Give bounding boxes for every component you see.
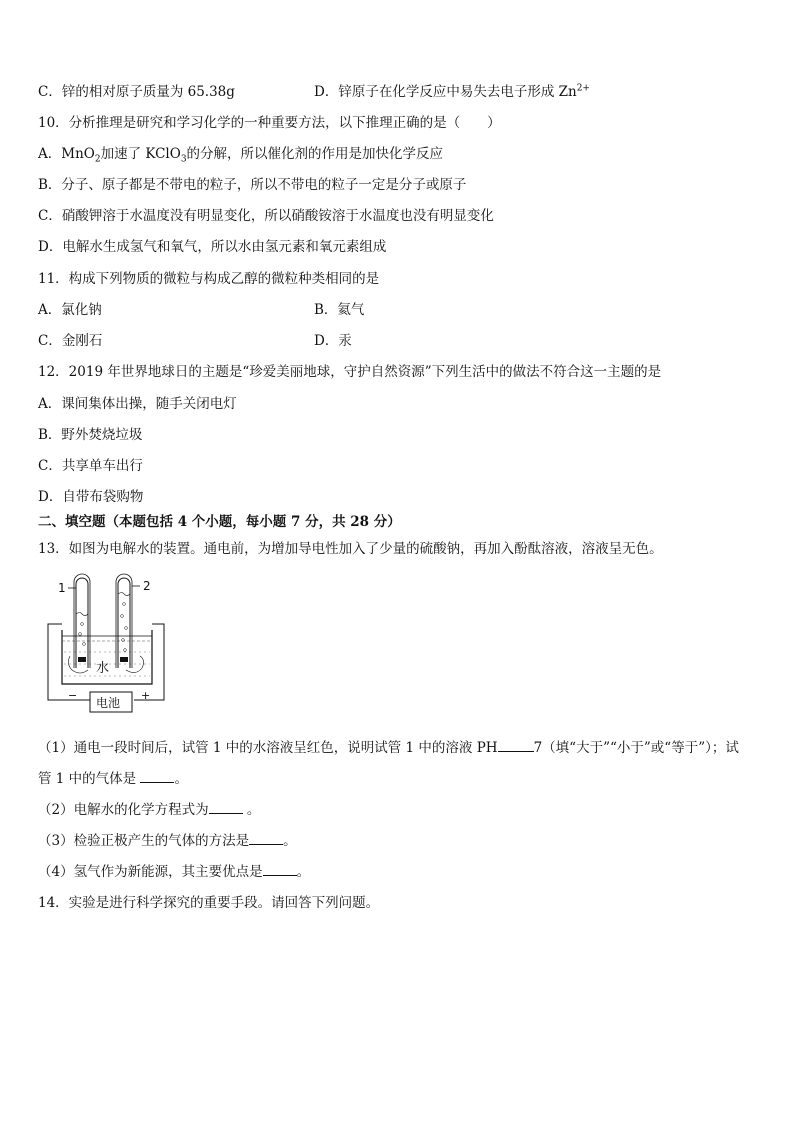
q11-option-c: C．金刚石 <box>38 333 103 349</box>
q10-a-sub1: 2 <box>94 154 101 165</box>
q10-a-post: 的分解，所以催化剂的作用是加快化学反应 <box>186 146 444 162</box>
answer-blank-ph[interactable] <box>498 738 534 752</box>
q13-part1-line2-text: 管 1 中的气体是 <box>38 771 141 787</box>
q13-stem: 13．如图为电解水的装置。通电前，为增加导电性加入了少量的硫酸钠，再加入酚酞溶液，溶液呈无色。 <box>38 541 663 557</box>
tube-1-label: 1 <box>58 581 66 595</box>
q10-a-sub2: 3 <box>180 154 187 165</box>
answer-blank-gas[interactable] <box>140 769 174 783</box>
test-tube-1 <box>76 578 88 668</box>
q10-option-a <box>38 145 443 163</box>
q13-part4-end: 。 <box>296 864 311 880</box>
q9-option-d-superscript: 2+ <box>576 83 590 94</box>
answer-blank-equation[interactable] <box>209 800 243 814</box>
q13-part2-end: 。 <box>242 802 261 818</box>
q10-stem: 10．分析推理是研究和学习化学的一种重要方法，以下推理正确的是（ ） <box>38 115 501 131</box>
water-label: 水 <box>96 661 110 676</box>
q10-a-pre: A．MnO <box>38 146 95 162</box>
battery-label: 电池 <box>96 696 121 710</box>
electrode-right <box>120 657 128 662</box>
electrolysis-apparatus-figure <box>40 572 168 724</box>
electrode-left <box>78 657 86 662</box>
tube-2-label: 2 <box>143 579 151 593</box>
test-tube-2 <box>118 578 130 668</box>
q11-option-d: D．汞 <box>314 333 352 349</box>
q9-option-c: C．锌的相对原子质量为 65.38g <box>38 84 235 100</box>
minus-sign: − <box>68 689 78 702</box>
q9-option-d-text: D．锌原子在化学反应中易失去电子形成 Zn <box>314 84 577 100</box>
q14-stem: 14．实验是进行科学探究的重要手段。请回答下列问题。 <box>38 895 380 911</box>
q12-option-d: D．自带布袋购物 <box>38 489 144 505</box>
q13-part1-line1 <box>38 738 739 757</box>
q11-option-a: A．氯化钠 <box>38 302 102 318</box>
q12-option-a: A．课间集体出操，随手关闭电灯 <box>38 396 237 412</box>
q13-part1-text-2: 7（填“大于”“小于”或“等于”）；试 <box>533 740 739 756</box>
q11-stem: 11．构成下列物质的微粒与构成乙醇的微粒种类相同的是 <box>38 271 380 287</box>
q10-a-mid: 加速了 KClO <box>100 146 181 162</box>
q13-part2 <box>38 800 260 819</box>
q10-option-b: B．分子、原子都是不带电的粒子，所以不带电的粒子一定是分子或原子 <box>38 177 467 193</box>
q11-option-b: B．氦气 <box>314 302 365 318</box>
q12-option-c: C．共享单车出行 <box>38 458 143 474</box>
q13-part1-line2-end: 。 <box>174 771 188 787</box>
q13-part4-text: （4）氢气作为新能源，其主要优点是 <box>38 864 263 880</box>
q9-option-d <box>314 83 590 101</box>
q12-stem: 12．2019 年世界地球日的主题是“珍爱美丽地球，守护自然资源”下列生活中的做法不符合这一主题的是 <box>38 364 662 380</box>
q13-part1-text: （1）通电一段时间后，试管 1 中的水溶液呈红色，说明试管 1 中的溶液 PH <box>38 740 498 756</box>
q13-part3-end: 。 <box>283 833 297 849</box>
section-title: 二、填空题（本题包括 4 个小题，每小题 7 分，共 28 分） <box>38 514 401 530</box>
q13-part4 <box>38 862 310 881</box>
answer-blank-test-method[interactable] <box>249 831 283 845</box>
q10-option-c: C．硝酸钾溶于水温度没有明显变化，所以硝酸铵溶于水温度也没有明显变化 <box>38 208 494 224</box>
q13-part1-line2 <box>38 769 188 788</box>
q13-part2-text: （2）电解水的化学方程式为 <box>38 802 209 818</box>
plus-sign: + <box>141 689 151 702</box>
q13-part3-text: （3）检验正极产生的气体的方法是 <box>38 833 250 849</box>
q12-option-b: B．野外焚烧垃圾 <box>38 427 143 443</box>
q10-option-d: D．电解水生成氢气和氧气，所以水由氢元素和氧元素组成 <box>38 239 387 255</box>
q13-part3 <box>38 831 297 850</box>
answer-blank-advantage[interactable] <box>263 862 297 876</box>
